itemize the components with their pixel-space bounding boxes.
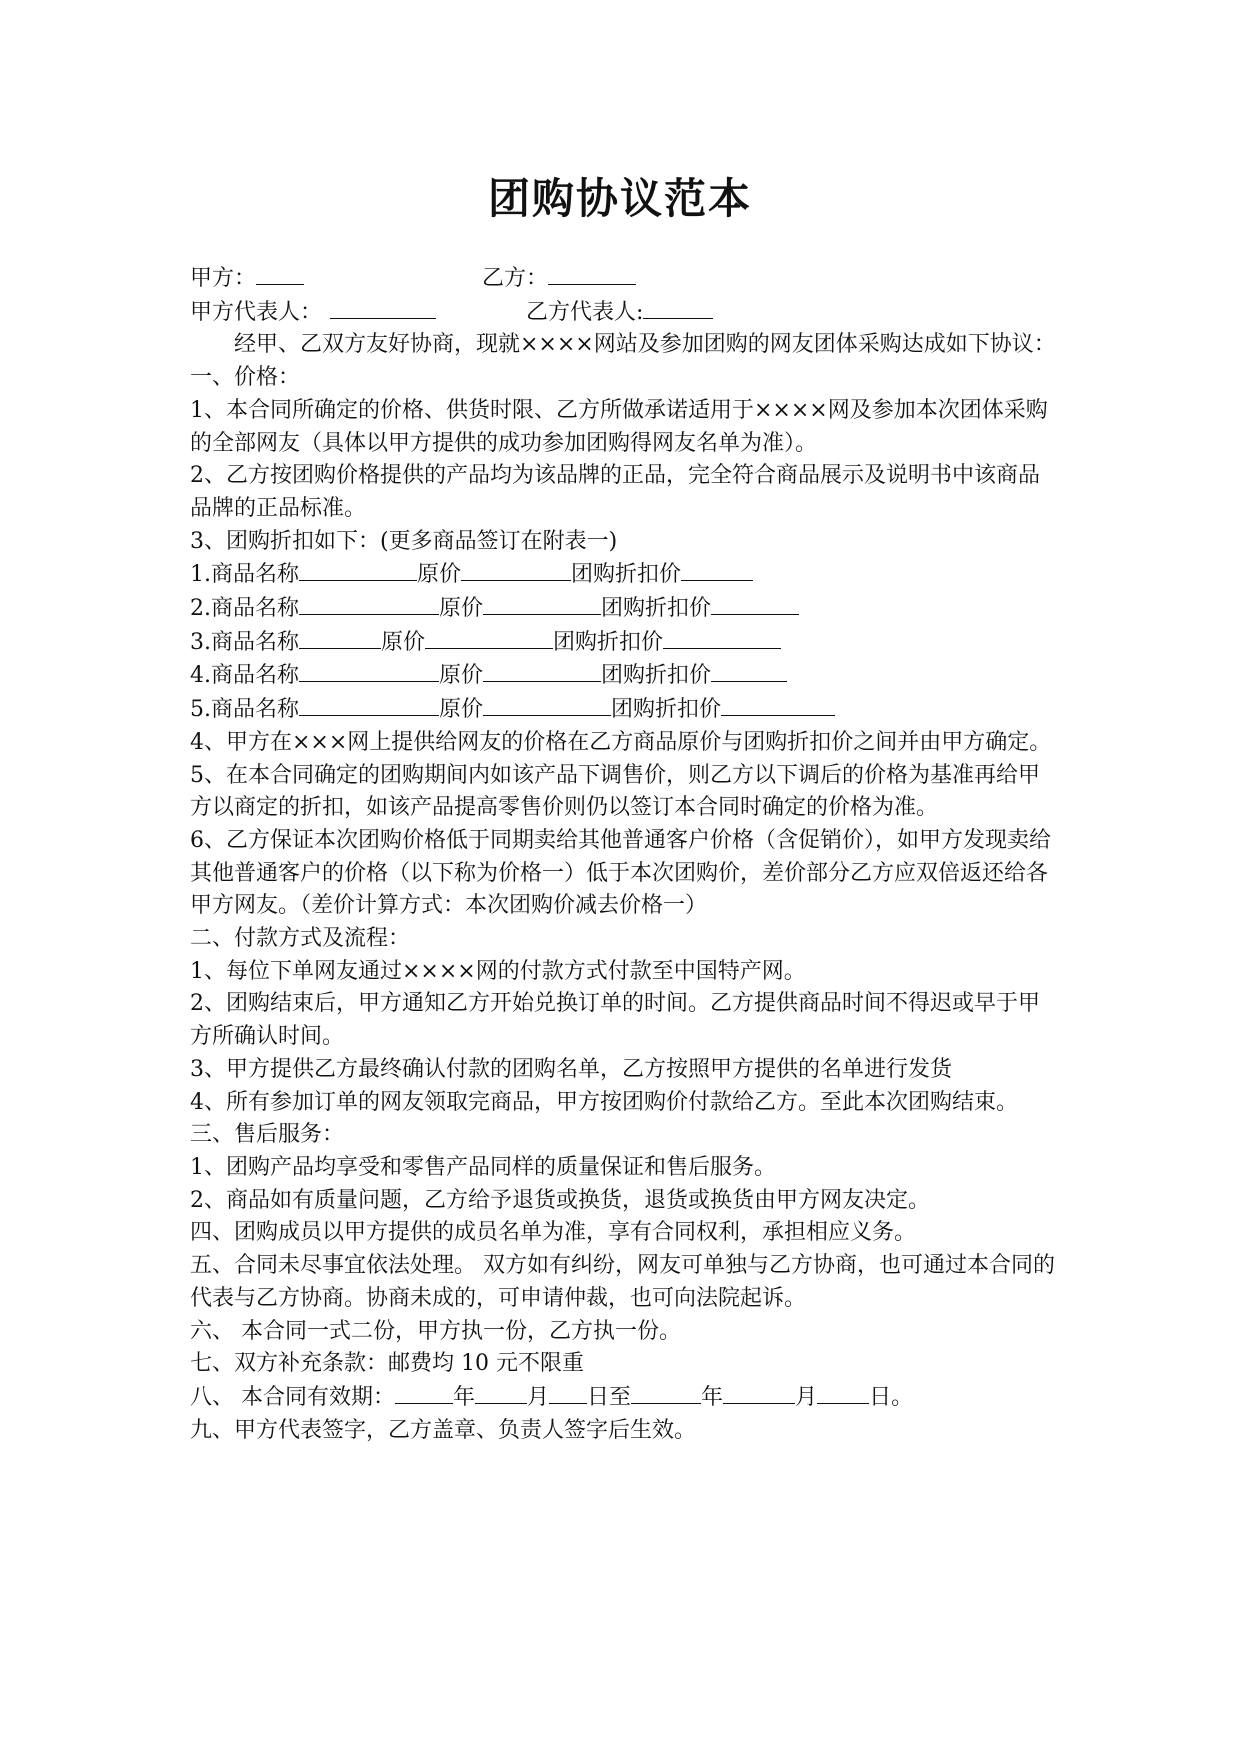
goods-disc-label: 团购折扣价 — [601, 663, 712, 689]
document-body — [190, 262, 1060, 1447]
goods-disc-label: 团购折扣价 — [611, 697, 722, 723]
goods-disc-label: 团购折扣价 — [571, 562, 682, 588]
goods-disc-label: 团购折扣价 — [553, 629, 664, 655]
goods-name-label: 2.商品名称 — [190, 596, 299, 622]
goods-orig-blank[interactable] — [483, 659, 601, 682]
section-1-title: 一、价格： — [190, 365, 301, 391]
section-6: 六、 本合同一式二份，甲方执一份，乙方执一份。 — [190, 1318, 681, 1344]
party-b-rep-blank[interactable] — [643, 296, 713, 319]
clause-1-5: 5、在本合同确定的团购期间内如该产品下调售价，则乙方以下调后的价格为基准再给甲方以商定的折扣，如该产品提高零售价则仍以签订本合同时确定的价格为准。 — [190, 762, 1040, 821]
document-title: 团购协议范本 — [487, 174, 752, 223]
goods-row-1 — [190, 558, 1060, 592]
section-2-title: 二、付款方式及流程： — [190, 926, 411, 952]
goods-disc-label: 团购折扣价 — [601, 596, 712, 622]
goods-orig-label: 原价 — [417, 562, 462, 588]
start-month-blank[interactable] — [475, 1381, 527, 1404]
day-to-label: 日至 — [587, 1384, 632, 1410]
clause-1-1: 1、本合同所确定的价格、供货时限、乙方所做承诺适用于××××网及参加本次团体采购的全部网友（具体以甲方提供的成功参加团购得网友名单为准）。 — [190, 397, 1048, 456]
goods-row-4 — [190, 659, 1060, 693]
clause-1-2: 2、乙方按团购价格提供的产品均为该品牌的正品，完全符合商品展示及说明书中该商品品牌的正品标准。 — [190, 463, 1040, 521]
clause-3-1: 1、团购产品均享受和零售产品同样的质量保证和售后服务。 — [190, 1154, 776, 1180]
end-month-blank[interactable] — [723, 1381, 795, 1404]
party-a-rep-label: 甲方代表人： — [190, 299, 323, 325]
intro-paragraph: 经甲、乙双方友好协商，现就××××网站及参加团购的网友团体采购达成如下协议： — [234, 332, 1056, 358]
goods-disc-blank[interactable] — [711, 659, 787, 682]
clause-1-6: 6、乙方保证本次团购价格低于同期卖给其他普通客户价格（含促销价），如甲方发现卖给其他普通客户的价格（以下称为价格一）低于本次团购价，差价部分乙方应双倍返还给各甲方网友。（差价计算方式：本次团购价减去价格一） — [190, 827, 1052, 919]
goods-orig-blank[interactable] — [461, 558, 571, 581]
clause-1-3: 3、团购折扣如下：(更多商品签订在附表一) — [190, 528, 618, 554]
party-a-blank[interactable] — [256, 262, 304, 285]
goods-name-label: 5.商品名称 — [190, 697, 299, 723]
month-label: 月 — [795, 1384, 818, 1410]
goods-orig-label: 原价 — [439, 596, 484, 622]
clause-2-2: 2、团购结束后，甲方通知乙方开始兑换订单的时间。乙方提供商品时间不得迟或早于甲方所确认时间。 — [190, 991, 1040, 1050]
section-5: 五、合同未尽事宜依法处理。 双方如有纠纷，网友可单独与乙方协商，也可通过本合同的代表与乙方协商。协商未成的，可申请仲裁，也可向法院起诉。 — [190, 1253, 1055, 1311]
section-7: 七、双方补充条款：邮费均 10 元不限重 — [190, 1351, 584, 1377]
goods-orig-blank[interactable] — [425, 626, 553, 649]
party-b-label: 乙方： — [482, 266, 549, 291]
goods-name-blank[interactable] — [299, 626, 381, 649]
goods-orig-label: 原价 — [439, 697, 484, 723]
goods-orig-blank[interactable] — [483, 592, 601, 615]
goods-name-blank[interactable] — [299, 693, 439, 716]
goods-name-label: 4.商品名称 — [190, 663, 299, 689]
goods-orig-label: 原价 — [381, 629, 426, 655]
clause-2-3: 3、甲方提供乙方最终确认付款的团购名单，乙方按照甲方提供的名单进行发货 — [190, 1056, 952, 1082]
year-label: 年 — [453, 1384, 476, 1410]
goods-name-blank[interactable] — [299, 659, 439, 682]
goods-name-label: 3.商品名称 — [190, 629, 299, 655]
goods-orig-blank[interactable] — [483, 693, 611, 716]
section-9: 九、甲方代表签字，乙方盖章、负责人签字后生效。 — [190, 1417, 697, 1443]
clause-1-4: 4、甲方在×××网上提供给网友的价格在乙方商品原价与团购折扣价之间并由甲方确定。 — [190, 729, 1052, 755]
year-label: 年 — [701, 1384, 724, 1410]
end-year-blank[interactable] — [631, 1381, 701, 1404]
section-4: 四、团购成员以甲方提供的成员名单为准，享有合同权利，承担相应义务。 — [190, 1220, 917, 1246]
clause-2-1: 1、每位下单网友通过××××网的付款方式付款至中国特产网。 — [190, 958, 806, 984]
clause-2-4: 4、所有参加订单的网友领取完商品，甲方按团购价付款给乙方。至此本次团购结束。 — [190, 1089, 1018, 1115]
end-day-blank[interactable] — [817, 1381, 869, 1404]
goods-orig-label: 原价 — [439, 663, 484, 689]
party-line — [190, 262, 1060, 296]
section-3-title: 三、售后服务： — [190, 1122, 345, 1148]
section-8-validity — [190, 1381, 1060, 1415]
party-b-rep-label: 乙方代表人: — [526, 299, 644, 325]
party-b-blank[interactable] — [548, 262, 636, 285]
goods-disc-blank[interactable] — [663, 626, 781, 649]
goods-name-label: 1.商品名称 — [190, 562, 299, 588]
party-a-label: 甲方： — [190, 266, 257, 291]
clause-3-2: 2、商品如有质量问题，乙方给予退货或换货，退货或换货由甲方网友决定。 — [190, 1187, 930, 1213]
goods-disc-blank[interactable] — [711, 592, 799, 615]
validity-label: 八、 本合同有效期： — [190, 1384, 395, 1410]
goods-row-3 — [190, 626, 1060, 660]
goods-name-blank[interactable] — [299, 592, 439, 615]
goods-row-5 — [190, 693, 1060, 727]
goods-name-blank[interactable] — [299, 558, 417, 581]
start-year-blank[interactable] — [395, 1381, 453, 1404]
goods-disc-blank[interactable] — [681, 558, 753, 581]
month-label: 月 — [527, 1384, 550, 1410]
start-day-blank[interactable] — [549, 1381, 587, 1404]
party-a-rep-blank[interactable] — [330, 296, 436, 319]
goods-disc-blank[interactable] — [721, 693, 835, 716]
goods-row-2 — [190, 592, 1060, 626]
day-label: 日。 — [869, 1384, 914, 1410]
representative-line — [190, 296, 1060, 330]
